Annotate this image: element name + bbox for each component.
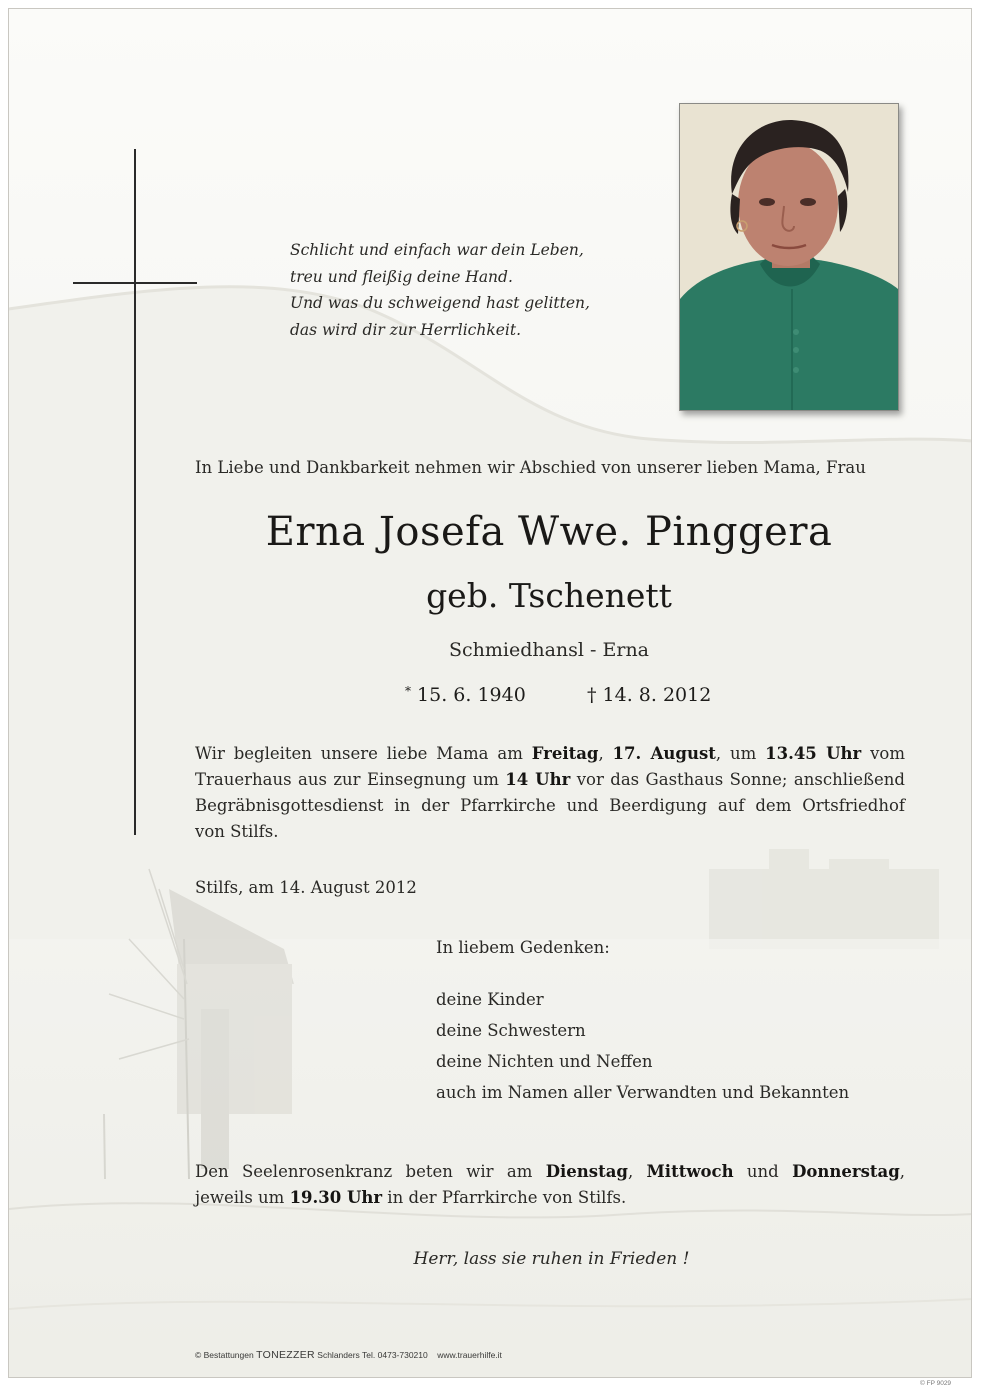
footer-copyright: © Bestattungen bbox=[195, 1350, 254, 1360]
mourner-entry: deine Nichten und Neffen bbox=[436, 1052, 653, 1071]
rosary-line bbox=[195, 1159, 905, 1185]
funeral-home-location: Schlanders bbox=[317, 1350, 360, 1360]
text-span: Den Seelenrosenkranz beten wir am bbox=[195, 1162, 546, 1181]
closing-prayer: Herr, lass sie ruhen in Frieden ! bbox=[413, 1249, 690, 1269]
text-span: vor das Gasthaus Sonne; anschließend bbox=[570, 770, 905, 789]
rosary-time: 19.30 Uhr bbox=[289, 1188, 383, 1207]
intro-text: In Liebe und Dankbarkeit nehmen wir Abschied von unserer lieben Mama, Frau bbox=[195, 458, 866, 477]
product-code: © FP 9029 bbox=[920, 1380, 952, 1387]
death-symbol: † bbox=[587, 684, 597, 706]
birth-date bbox=[405, 684, 526, 706]
rosary-day: Mittwoch bbox=[646, 1162, 734, 1181]
tel-number: 0473-730210 bbox=[377, 1350, 428, 1360]
mourners-list bbox=[436, 984, 849, 1108]
text-span: , bbox=[899, 1162, 905, 1181]
mourner-entry: deine Kinder bbox=[436, 990, 544, 1009]
poem-line: Schlicht und einfach war dein Leben, bbox=[290, 241, 584, 259]
rosary-day: Dienstag bbox=[545, 1162, 628, 1181]
funeral-line: Begräbnisgottesdienst in der Pfarrkirche und Beerdigung auf dem Ortsfriedhof bbox=[195, 796, 905, 815]
poem-line: das wird dir zur Herrlichkeit. bbox=[290, 320, 521, 339]
nickname: Schmiedhansl - Erna bbox=[448, 639, 650, 661]
tel-label: Tel. bbox=[362, 1350, 376, 1360]
rosary-announcement bbox=[195, 1159, 905, 1211]
footer-funeral-home bbox=[195, 1349, 502, 1361]
funeral-home-brand: TONEZZER bbox=[256, 1349, 315, 1361]
rosary-line bbox=[195, 1185, 905, 1211]
portrait-photo bbox=[679, 103, 899, 411]
text-span: Wir begleiten unsere liebe Mama am bbox=[195, 744, 532, 763]
text-span: jeweils um bbox=[195, 1188, 290, 1207]
website-link[interactable]: www.trauerhilfe.it bbox=[437, 1350, 502, 1360]
funeral-date: 17. August bbox=[612, 744, 716, 763]
death-date bbox=[587, 684, 711, 706]
text-span: in der Pfarrkirche von Stilfs. bbox=[382, 1188, 627, 1207]
memory-heading: In liebem Gedenken: bbox=[436, 938, 610, 957]
birth-date-value: 15. 6. 1940 bbox=[417, 684, 526, 706]
cross-vertical-bar bbox=[134, 149, 136, 835]
text-span: , bbox=[627, 1162, 647, 1181]
text-span: , um bbox=[715, 744, 766, 763]
mourner-entry: auch im Namen aller Verwandten und Bekannten bbox=[436, 1083, 850, 1102]
birth-symbol: * bbox=[405, 684, 411, 698]
text-span: und bbox=[733, 1162, 793, 1181]
memorial-poem bbox=[290, 237, 590, 343]
rosary-day: Donnerstag bbox=[792, 1162, 900, 1181]
funeral-line bbox=[195, 741, 905, 767]
funeral-line: von Stilfs. bbox=[195, 822, 279, 841]
maiden-name: geb. Tschenett bbox=[426, 576, 672, 615]
funeral-announcement bbox=[195, 741, 905, 845]
cross-horizontal-bar bbox=[73, 282, 197, 284]
text-span: Trauerhaus aus zur Einsegnung um bbox=[195, 770, 506, 789]
text-span: vom bbox=[861, 744, 905, 763]
text-span: , bbox=[598, 744, 613, 763]
poem-line: Und was du schweigend hast gelitten, bbox=[290, 294, 590, 312]
blessing-time: 14 Uhr bbox=[505, 770, 571, 789]
obituary-card bbox=[8, 8, 972, 1378]
deceased-name: Erna Josefa Wwe. Pinggera bbox=[265, 509, 833, 555]
place-and-date: Stilfs, am 14. August 2012 bbox=[195, 878, 417, 897]
funeral-day: Freitag bbox=[531, 744, 599, 763]
poem-line: treu und fleißig deine Hand. bbox=[290, 267, 513, 286]
death-date-value: 14. 8. 2012 bbox=[602, 684, 712, 706]
funeral-time: 13.45 Uhr bbox=[765, 744, 862, 763]
funeral-line bbox=[195, 767, 905, 793]
mourner-entry: deine Schwestern bbox=[436, 1021, 586, 1040]
